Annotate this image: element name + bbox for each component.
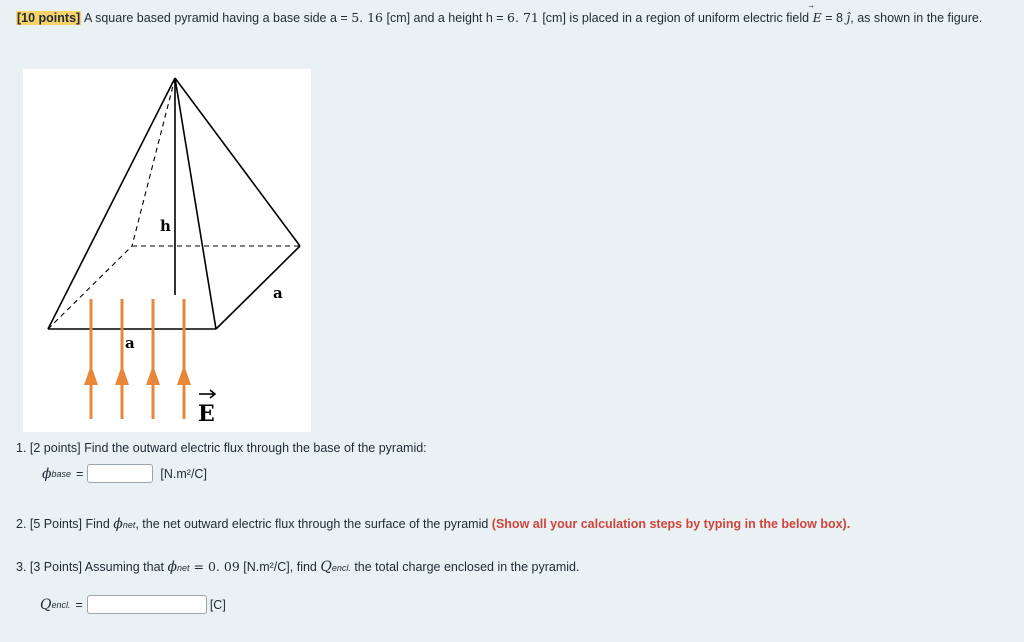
label-E: E [198, 401, 215, 427]
intro-text-d: , as shown in the figure. [850, 11, 983, 25]
q-symbol: Q [320, 559, 332, 575]
equals-sign: = [76, 466, 84, 481]
q3-suffix: the total charge enclosed in the pyramid. [350, 560, 580, 574]
field-arrow [177, 299, 191, 419]
phi-subscript: net [177, 563, 190, 573]
q-encl-answer-row [40, 595, 226, 614]
field-eq: = 8 [821, 11, 847, 25]
pyramid-diagram [23, 69, 311, 432]
label-a-right: a [273, 284, 283, 302]
phi-symbol: ϕ [42, 465, 52, 482]
phi-net-value: = 0. 09 [189, 559, 240, 574]
q3-middle: [N.m²/C], find [239, 560, 321, 574]
q-encl-input[interactable] [87, 595, 207, 614]
unit-label: [N.m²/C] [160, 466, 207, 481]
instruction-note: (Show all your calculation steps by typing in the below box). [491, 517, 851, 531]
edge-apex-front-left [48, 78, 175, 329]
intro-text-c: [cm] is placed in a region of uniform electric field [538, 11, 813, 25]
phi-subscript: base [51, 468, 72, 479]
label-a-bottom: a [125, 334, 135, 352]
field-symbol: E [812, 10, 822, 25]
field-arrow [84, 299, 98, 419]
points-badge: [10 points] [17, 11, 81, 25]
phi-symbol: ϕ [113, 516, 123, 532]
vector-arrow-over-E [199, 390, 215, 398]
electric-field-arrows [84, 299, 191, 419]
problem-statement [16, 8, 1011, 28]
intro-text-b: [cm] and a height h = [383, 11, 508, 25]
question-3 [16, 559, 579, 575]
q3-prefix: 3. [3 Points] Assuming that [16, 560, 168, 574]
q2-prefix: 2. [5 Points] Find [16, 517, 114, 531]
q2-middle: , the net outward electric flux through the surface of the pyramid [135, 517, 492, 531]
q-subscript: encl. [331, 563, 351, 573]
pyramid-figure [23, 69, 311, 432]
question-2 [16, 516, 850, 532]
q-symbol: Q [40, 596, 52, 613]
unit-label: [C] [209, 597, 226, 612]
height-value: 6. 71 [507, 10, 539, 25]
phi-symbol: ϕ [167, 559, 178, 575]
edge-apex-front-right [175, 78, 216, 329]
edge-apex-back-right [175, 78, 300, 246]
field-arrow [115, 299, 129, 419]
field-arrow [146, 299, 160, 419]
q-subscript: encl. [51, 599, 71, 610]
phi-base-input[interactable] [87, 464, 153, 483]
edge-base-right [216, 246, 300, 329]
question-1: 1. [2 points] Find the outward electric flux through the base of the pyramid: [16, 441, 427, 455]
side-value: 5. 16 [351, 10, 383, 25]
phi-base-answer-row [42, 464, 207, 483]
phi-subscript: net [122, 520, 136, 530]
field-unit-vector: ĵ [846, 10, 851, 25]
equals-sign: = [75, 597, 83, 612]
intro-text-a: A square based pyramid having a base side a = [81, 11, 352, 25]
label-h: h [160, 217, 171, 235]
